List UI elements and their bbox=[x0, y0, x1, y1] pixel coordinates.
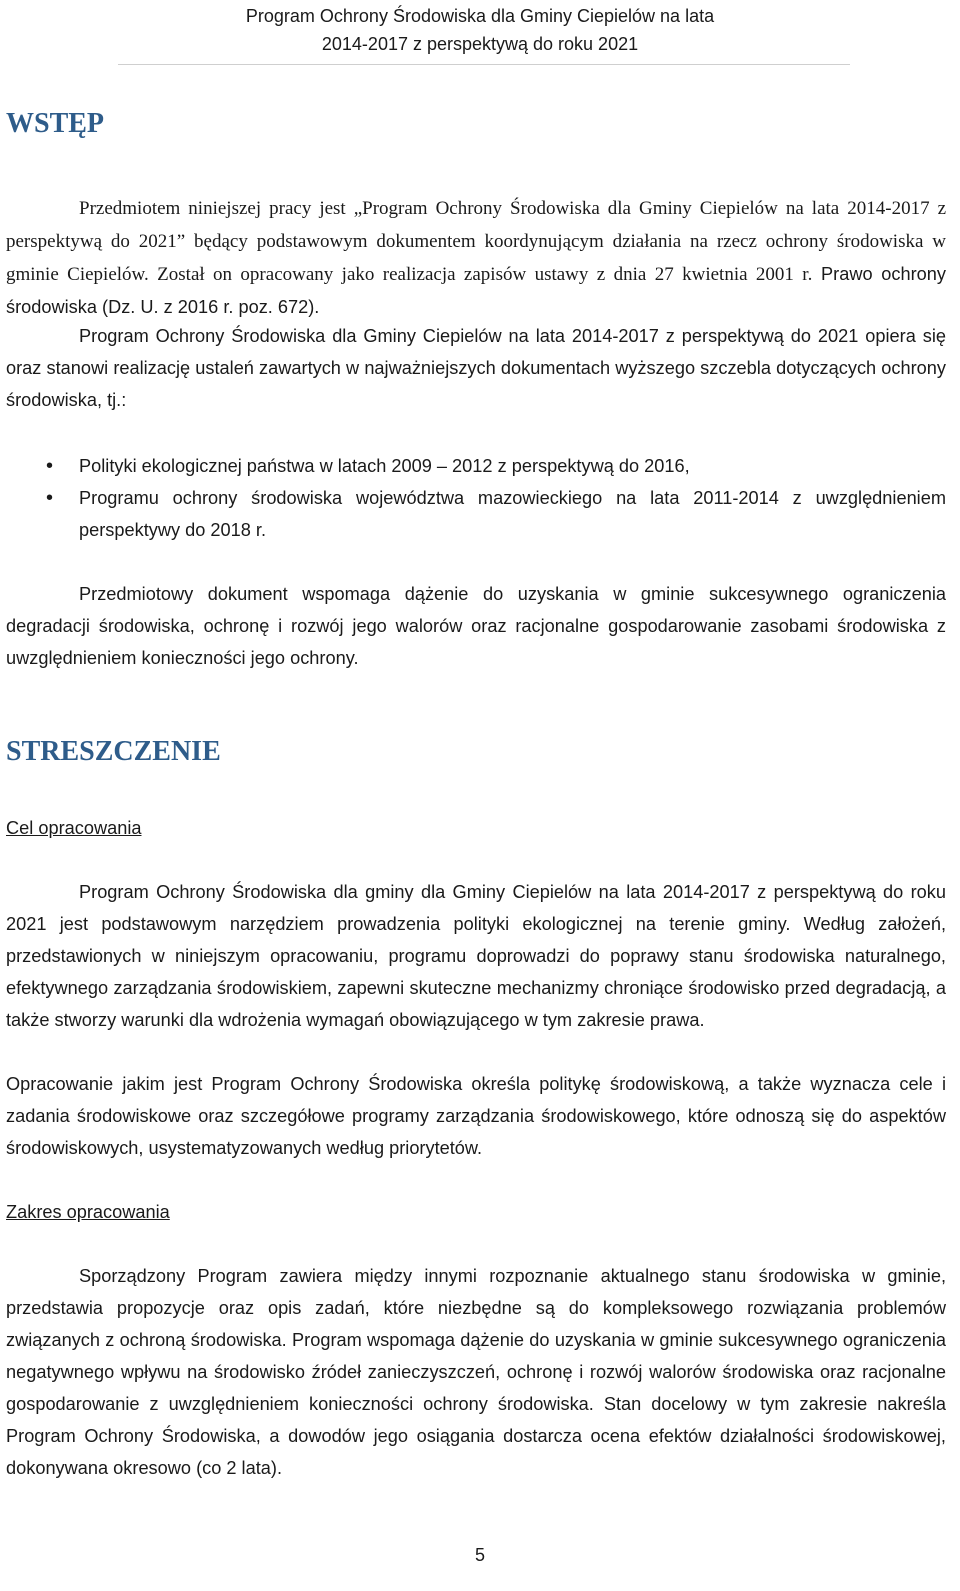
list-item bbox=[6, 482, 946, 546]
header-line-1: Program Ochrony Środowiska dla Gminy Ciepielów na lata bbox=[245, 6, 715, 26]
intro-paragraph-3: Przedmiotowy dokument wspomaga dążenie do uzyskania w gminie sukcesywnego ograniczenia degradacji środowiska, ochronę i rozwój jego walorów oraz racjonalne gospodarowanie zasobami środowiska z uwzględnieniem konieczności jego ochrony. bbox=[6, 584, 946, 668]
reference-documents-list bbox=[6, 450, 946, 546]
list-item-text: Programu ochrony środowiska województwa mazowieckiego na lata 2011-2014 z uwzględnieniem perspektywy do 2018 r. bbox=[79, 488, 946, 540]
intro-paragraph-2: Program Ochrony Środowiska dla Gminy Ciepielów na lata 2014-2017 z perspektywą do 2021 opiera się oraz stanowi realizację ustaleń zawartych w najważniejszych dokumentach wyższego szczebla dotyczących ochrony środowiska, tj.: bbox=[6, 326, 946, 410]
list-item bbox=[6, 450, 946, 482]
section-heading-intro: WSTĘP bbox=[6, 108, 105, 139]
intro-paragraph-1-sans: Prawo ochrony środowiska (Dz. U. z 2016 r. poz. 672). bbox=[6, 264, 946, 317]
scope-paragraph-1: Sporządzony Program zawiera między innymi rozpoznanie aktualnego stanu środowiska w gminie, przedstawia propozycje oraz opis zadań, które niezbędne są do kompleksowego rozwiązania problemów związanych z ochroną środowiska. Program wspomaga dążenie do uzyskania w gminie sukcesywnego ograniczenia negatywnego wpływu na środowisko źródeł zanieczyszczeń, ochronę i rozwój walorów środowiska oraz racjonalne gospodarowanie z uwzględnieniem konieczności ochrony środowiska. Stan docelowy w tym zakresie nakreśla Program Ochrony Środowiska, a dowodów jego osiągania dostarcza ocena efektów działalności środowiskowej, dokonywana okresowo (co 2 lata). bbox=[6, 1266, 946, 1478]
header-line-2: 2014-2017 z perspektywą do roku 2021 bbox=[321, 34, 639, 54]
intro-paragraph-1-serif: Przedmiotem niniejszej pracy jest „Program Ochrony Środowiska dla Gminy Ciepielów na lata 2014-2017 z perspektywą do 2021” będący podstawowym dokumentem koordynującym działania na rzecz ochrony środowiska w gminie Ciepielów. Został on opracowany jako realizacja zapisów ustawy z dnia 27 kwietnia 2001 r. bbox=[6, 198, 946, 285]
goal-paragraph-2: Opracowanie jakim jest Program Ochrony Środowiska określa politykę środowiskową, a także wyznacza cele i zadania środowiskowe oraz szczegółowe programy zarządzania środowiskowego, które odnoszą się do aspektów środowiskowych, usystematyzowanych według priorytetów. bbox=[6, 1074, 946, 1158]
section-heading-summary: STRESZCZENIE bbox=[6, 736, 221, 767]
bullet-icon: • bbox=[46, 487, 54, 509]
list-item-text: Polityki ekologicznej państwa w latach 2009 – 2012 z perspektywą do 2016, bbox=[79, 456, 690, 476]
goal-paragraph-1: Program Ochrony Środowiska dla gminy dla Gminy Ciepielów na lata 2014-2017 z perspektywą do roku 2021 jest podstawowym narzędziem prowadzenia polityki ekologicznej na terenie gminy. Według założeń, przedstawionych w niniejszym opracowaniu, programu doprowadzi do poprawy stanu środowiska naturalnego, efektywnego zarządzania środowiskiem, zapewni skuteczne mechanizmy chroniące środowisko przed degradacją, a także stworzy warunki dla wdrożenia wymagań obowiązującego w tym zakresie prawa. bbox=[6, 882, 946, 1030]
subheading-goal: Cel opracowania bbox=[6, 818, 142, 838]
page-number: 5 bbox=[474, 1545, 485, 1565]
header-divider bbox=[118, 64, 850, 65]
bullet-icon: • bbox=[46, 455, 54, 477]
subheading-scope: Zakres opracowania bbox=[6, 1202, 170, 1222]
intro-paragraph-1 bbox=[6, 192, 946, 323]
page-header bbox=[0, 0, 960, 58]
